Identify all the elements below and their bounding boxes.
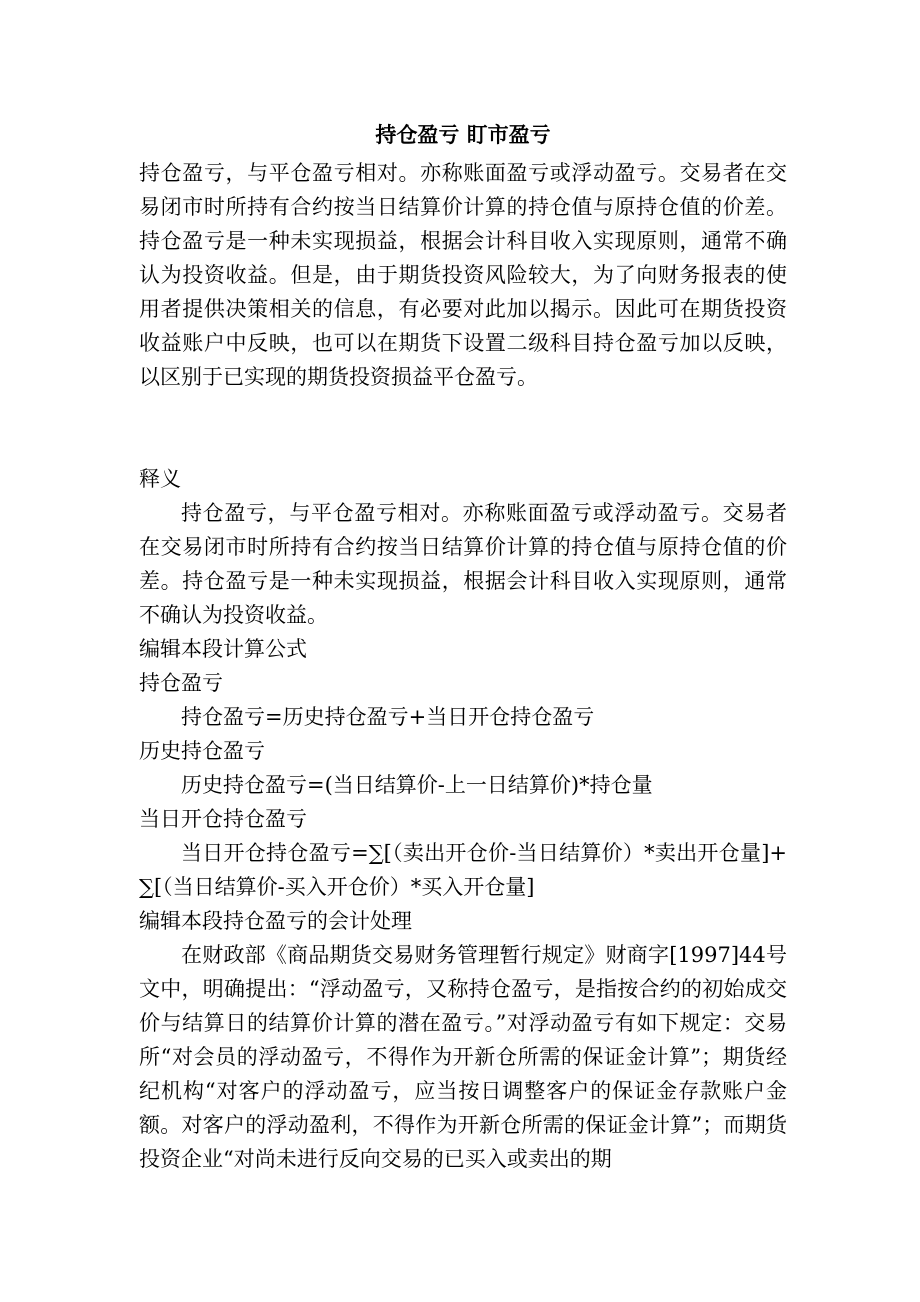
document-page — [139, 118, 787, 1176]
formula-section-heading: 编辑本段计算公式 — [139, 637, 307, 661]
definition-paragraph: 持仓盈亏，与平仓盈亏相对。亦称账面盈亏或浮动盈亏。交易者在交易闭市时所持有合约按当日结算价计算的持仓值与原持仓值的价差。持仓盈亏是一种未实现损益，根据会计科目收入实现原则，通常不确认为投资收益。 — [139, 501, 787, 627]
formula3-heading: 当日开仓持仓盈亏 — [139, 807, 307, 831]
formula3-text: 当日开仓持仓盈亏=∑[（卖出开仓价-当日结算价）*卖出开仓量]+∑[（当日结算价-买入开仓价）*买入开仓量] — [139, 841, 787, 899]
section-spacer — [139, 394, 787, 462]
accounting-paragraph: 在财政部《商品期货交易财务管理暂行规定》财商字[1997]44号文中，明确提出：“浮动盈亏，又称持仓盈亏，是指按合约的初始成交价与结算日的结算价计算的潜在盈亏。”对浮动盈亏有如下规定：交易所“对会员的浮动盈亏，不得作为开新仓所需的保证金计算”；期货经纪机构“对客户的浮动盈亏，应当按日调整客户的保证金存款账户金额。对客户的浮动盈利，不得作为开新仓所需的保证金计算”；而期货投资企业“对尚未进行反向交易的已买入或卖出的期 — [139, 943, 787, 1171]
definition-heading: 释义 — [139, 467, 181, 491]
intro-paragraph: 持仓盈亏，与平仓盈亏相对。亦称账面盈亏或浮动盈亏。交易者在交易闭市时所持有合约按当日结算价计算的持仓值与原持仓值的价差。持仓盈亏是一种未实现损益，根据会计科目收入实现原则，通常不确认为投资收益。但是，由于期货投资风险较大，为了向财务报表的使用者提供决策相关的信息，有必要对此加以揭示。因此可在期货投资收益账户中反映，也可以在期货下设置二级科目持仓盈亏加以反映，以区别于已实现的期货投资损益平仓盈亏。 — [139, 161, 787, 389]
formula2-text: 历史持仓盈亏=(当日结算价-上一日结算价)*持仓量 — [181, 773, 653, 797]
accounting-heading: 编辑本段持仓盈亏的会计处理 — [139, 909, 412, 933]
document-title: 持仓盈亏 盯市盈亏 — [375, 123, 551, 147]
formula1-heading: 持仓盈亏 — [139, 671, 223, 695]
formula1-text: 持仓盈亏=历史持仓盈亏+当日开仓持仓盈亏 — [181, 705, 595, 729]
formula2-heading: 历史持仓盈亏 — [139, 739, 265, 763]
